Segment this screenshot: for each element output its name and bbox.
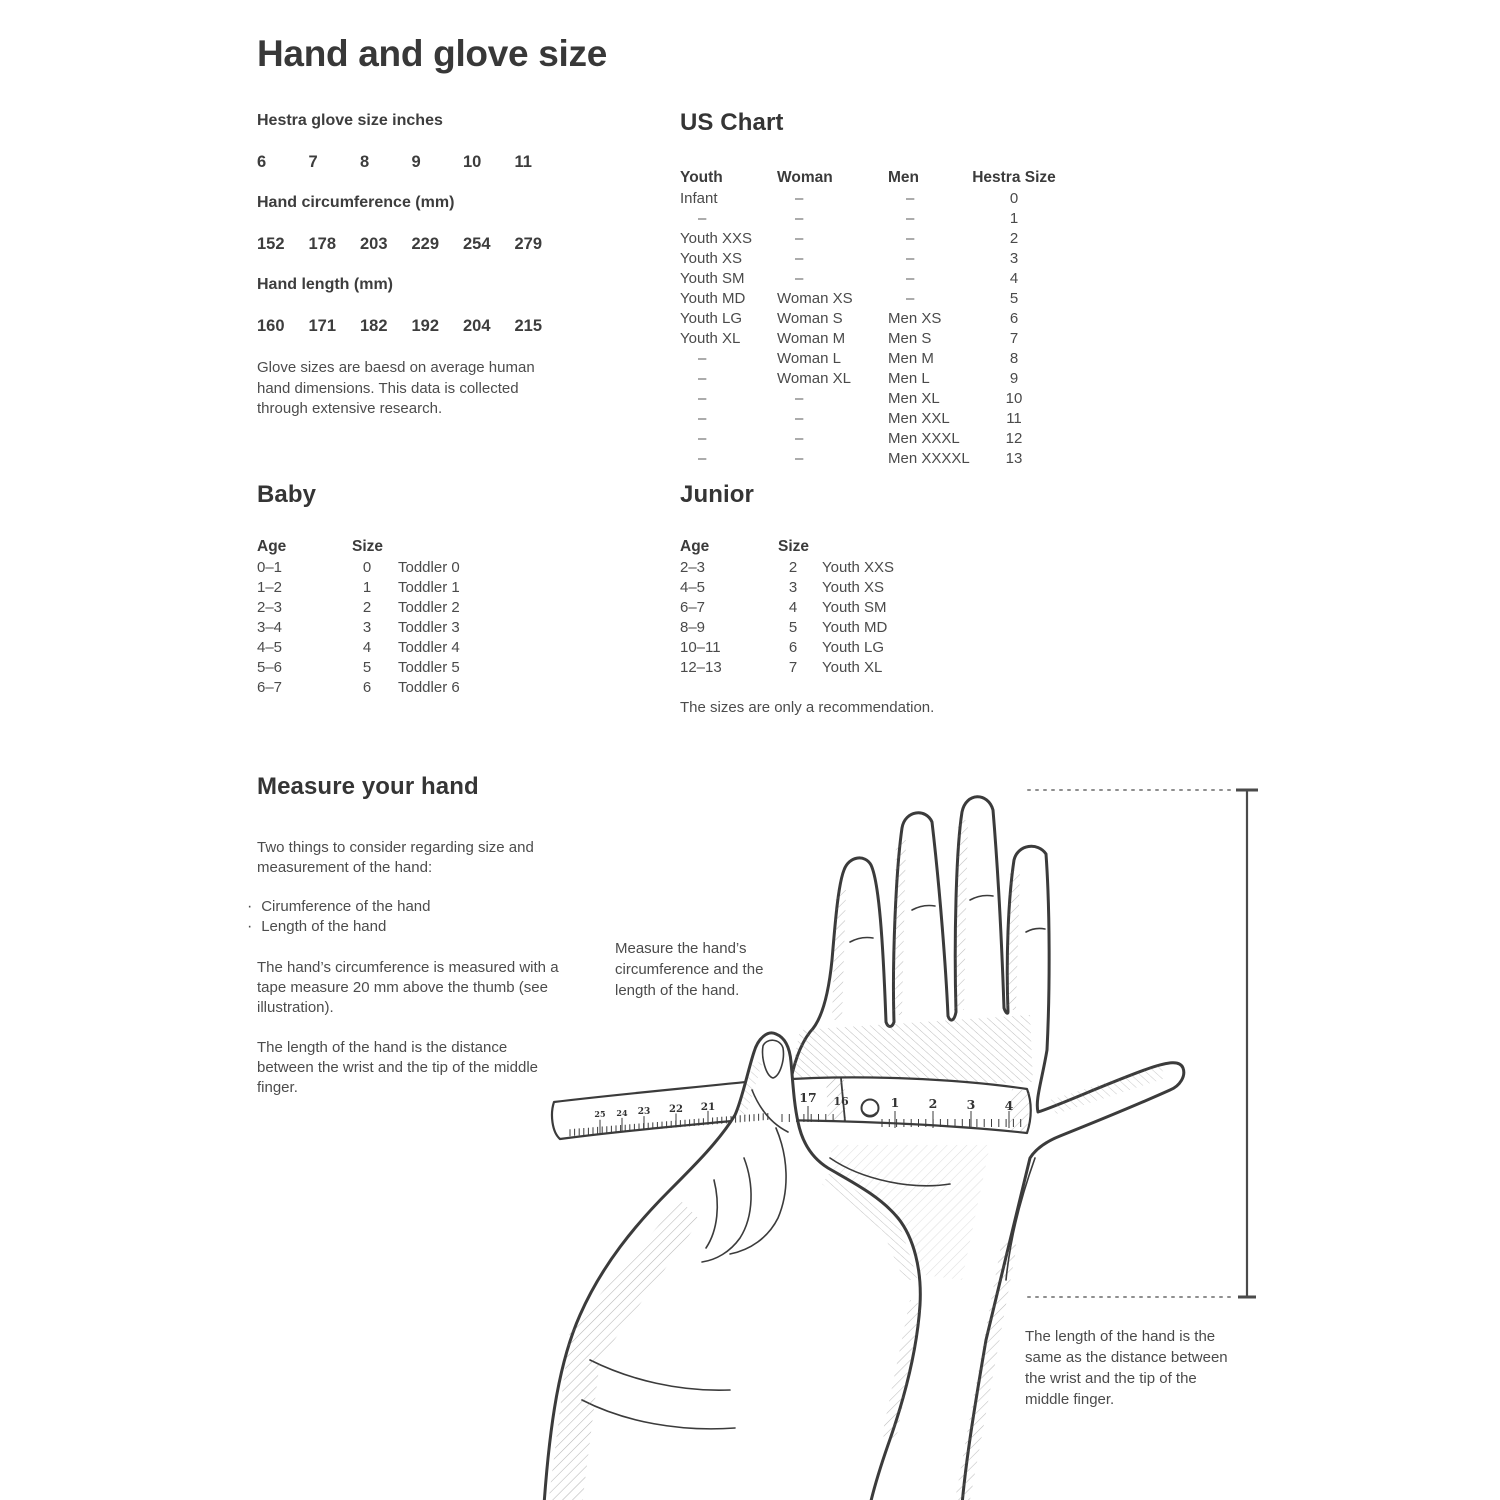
size-value: 178 xyxy=(308,235,337,253)
table-cell: 8–9 xyxy=(680,619,706,636)
table-cell: Youth LG xyxy=(680,310,742,327)
table-cell: 6–7 xyxy=(680,599,706,616)
column-header: Age xyxy=(257,538,287,555)
table-cell: Woman XL xyxy=(777,370,851,387)
table-row xyxy=(680,230,1060,250)
size-value: 192 xyxy=(411,317,440,335)
page-title: Hand and glove size xyxy=(257,33,607,74)
table-cell: – xyxy=(795,430,804,447)
size-value: 11 xyxy=(514,153,532,171)
table-cell: 7 xyxy=(1009,330,1019,347)
column-header: Men xyxy=(888,169,919,186)
tape-number: 17 xyxy=(799,1090,817,1105)
table-cell: – xyxy=(698,450,707,467)
table-cell: 6 xyxy=(788,639,798,656)
table-cell: Toddler 2 xyxy=(398,599,460,616)
table-cell: 5 xyxy=(788,619,798,636)
table-row xyxy=(257,918,562,938)
table-cell: 4–5 xyxy=(680,579,706,596)
table-cell: Toddler 1 xyxy=(398,579,460,596)
table-cell: – xyxy=(698,390,707,407)
table-cell: – xyxy=(795,390,804,407)
table-cell: – xyxy=(906,250,915,267)
table-cell: Men XXL xyxy=(888,410,950,427)
table-cell: 0–1 xyxy=(257,559,283,576)
measure-section xyxy=(257,772,562,1118)
table-cell: 2 xyxy=(788,559,798,576)
table-cell: 8 xyxy=(1009,350,1019,367)
table-cell: – xyxy=(906,230,915,247)
table-cell: Woman M xyxy=(777,330,846,347)
table-cell: – xyxy=(698,430,707,447)
table-cell: Men XXXXL xyxy=(888,450,970,467)
illustration-caption-left: Measure the hand’s circumference and the length of the hand. xyxy=(615,940,764,999)
table-row xyxy=(257,898,562,918)
table-cell: – xyxy=(906,270,915,287)
table-cell: 5 xyxy=(362,659,372,676)
column-header: Age xyxy=(680,538,710,555)
table-cell: 3–4 xyxy=(257,619,283,636)
us-chart-body xyxy=(680,190,1060,470)
table-cell: Woman XS xyxy=(777,290,853,307)
table-cell: Youth XL xyxy=(680,330,741,347)
illustration-caption-right: The length of the hand is the same as the distance between the wrist and the tip of the middle finger. xyxy=(1025,1328,1228,1408)
table-row xyxy=(680,290,1060,310)
us-chart-section xyxy=(680,108,1060,470)
table-cell: – xyxy=(906,190,915,207)
size-value: 182 xyxy=(360,317,388,335)
baby-title: Baby xyxy=(257,481,317,508)
measure-paragraph-length: The length of the hand is the distance between the wrist and the tip of the middle finger. xyxy=(257,1039,539,1096)
size-value: 254 xyxy=(463,235,491,253)
size-value: 215 xyxy=(514,317,543,335)
column-header: Hestra Size xyxy=(972,169,1056,186)
size-panel-note: Glove sizes are baesd on average human hand dimensions. This data is collected through extensive research. xyxy=(257,359,535,417)
table-cell: 5–6 xyxy=(257,659,283,676)
table-cell: 9 xyxy=(1009,370,1019,387)
table-cell: Youth LG xyxy=(822,639,884,656)
size-value: 229 xyxy=(411,235,440,253)
table-row xyxy=(257,679,460,699)
table-cell: Youth XS xyxy=(680,250,742,267)
measure-bullets xyxy=(257,898,562,938)
size-panel-label-length: Hand length (mm) xyxy=(257,276,393,293)
table-row xyxy=(680,599,934,619)
table-cell: 10 xyxy=(1005,390,1023,407)
table-cell: – xyxy=(795,410,804,427)
table-cell: 3 xyxy=(788,579,798,596)
table-row xyxy=(680,619,934,639)
tape-number: 22 xyxy=(669,1104,683,1115)
junior-title: Junior xyxy=(680,481,754,508)
table-cell: Men M xyxy=(888,350,934,367)
table-cell: 12 xyxy=(1005,430,1023,447)
size-values-inches xyxy=(257,153,569,172)
table-cell: Toddler 4 xyxy=(398,639,460,656)
column-header: Youth xyxy=(680,169,723,186)
table-row xyxy=(257,619,460,639)
table-row xyxy=(257,599,460,619)
table-row xyxy=(680,350,1060,370)
table-cell: 13 xyxy=(1005,450,1023,467)
table-cell: 0 xyxy=(362,559,372,576)
table-cell: – xyxy=(795,250,804,267)
table-row xyxy=(680,410,1060,430)
table-cell: Woman S xyxy=(777,310,843,327)
table-cell: 5 xyxy=(1009,290,1019,307)
table-cell: – xyxy=(698,410,707,427)
table-cell: 4 xyxy=(362,639,372,656)
table-row xyxy=(680,659,934,679)
table-cell: 4–5 xyxy=(257,639,283,656)
table-cell: Youth XXS xyxy=(680,230,753,247)
table-row xyxy=(257,659,460,679)
table-cell: Youth XL xyxy=(822,659,883,676)
table-cell: 6–7 xyxy=(257,679,283,696)
size-panel-label-circumference: Hand circumference (mm) xyxy=(257,194,455,211)
table-row xyxy=(680,210,1060,230)
table-cell: Length of the hand xyxy=(261,918,387,935)
table-cell: Men S xyxy=(888,330,932,347)
table-cell: 1–2 xyxy=(257,579,283,596)
table-cell: 2 xyxy=(362,599,372,616)
table-cell: 6 xyxy=(362,679,372,696)
size-value: 7 xyxy=(308,153,318,171)
table-cell: 2–3 xyxy=(680,559,706,576)
table-row xyxy=(680,270,1060,290)
measure-intro: Two things to consider regarding size and measurement of the hand: xyxy=(257,839,534,876)
tape-number: 1 xyxy=(890,1095,900,1110)
table-cell: – xyxy=(698,350,707,367)
us-chart-header xyxy=(680,169,1060,190)
junior-body xyxy=(680,559,934,679)
table-row xyxy=(680,310,1060,330)
baby-header xyxy=(257,538,460,559)
table-cell: Youth MD xyxy=(680,290,746,307)
table-cell: – xyxy=(795,230,804,247)
table-cell: 4 xyxy=(788,599,798,616)
tape-number: 21 xyxy=(700,1101,716,1113)
junior-section xyxy=(680,480,934,718)
table-row xyxy=(680,330,1060,350)
table-cell: Cirumference of the hand xyxy=(261,898,431,915)
size-value: 6 xyxy=(257,153,267,171)
table-row xyxy=(680,639,934,659)
table-cell: 0 xyxy=(1009,190,1019,207)
size-value: 160 xyxy=(257,317,285,335)
hand-measurement-illustration xyxy=(530,760,1270,1500)
table-cell: 2 xyxy=(1009,230,1019,247)
junior-header xyxy=(680,538,934,559)
table-cell: Men L xyxy=(888,370,930,387)
junior-note: The sizes are only a recommendation. xyxy=(680,699,935,716)
tape-number: 2 xyxy=(928,1096,938,1111)
size-panel xyxy=(257,112,569,420)
table-cell: – xyxy=(698,370,707,387)
table-cell: – xyxy=(795,190,804,207)
table-row xyxy=(257,639,460,659)
tape-number: 25 xyxy=(594,1109,606,1119)
table-cell: Toddler 0 xyxy=(398,559,460,576)
table-cell: Toddler 3 xyxy=(398,619,460,636)
table-cell: 1 xyxy=(362,579,372,596)
table-cell: – xyxy=(795,450,804,467)
size-value: 171 xyxy=(308,317,337,335)
table-row xyxy=(680,250,1060,270)
table-cell: Youth SM xyxy=(680,270,745,287)
table-cell: 10–11 xyxy=(680,639,721,656)
us-chart-title: US Chart xyxy=(680,109,784,136)
table-row xyxy=(680,370,1060,390)
table-cell: 11 xyxy=(1006,410,1022,427)
tape-number: 16 xyxy=(833,1095,849,1108)
size-values-circumference xyxy=(257,235,569,254)
tape-number: 23 xyxy=(637,1107,651,1117)
table-cell: 12–13 xyxy=(680,659,722,676)
table-cell: 2–3 xyxy=(257,599,283,616)
column-header: Size xyxy=(352,538,384,555)
table-cell: – xyxy=(698,210,707,227)
hand-length-indicator xyxy=(1028,790,1258,1297)
size-value: 8 xyxy=(360,153,370,171)
table-cell: 3 xyxy=(362,619,372,636)
baby-section xyxy=(257,480,460,699)
size-value: 9 xyxy=(411,153,421,171)
table-cell: Youth MD xyxy=(822,619,888,636)
column-header: Woman xyxy=(777,169,833,186)
size-value: 204 xyxy=(463,317,491,335)
table-cell: 6 xyxy=(1009,310,1019,327)
size-value: 10 xyxy=(463,153,482,171)
table-row xyxy=(257,579,460,599)
table-cell: – xyxy=(906,290,915,307)
table-row xyxy=(680,390,1060,410)
table-cell: – xyxy=(795,210,804,227)
tape-number: 3 xyxy=(966,1097,976,1112)
table-cell: Youth XXS xyxy=(822,559,895,576)
tape-number: 24 xyxy=(616,1108,628,1118)
size-value: 203 xyxy=(360,235,388,253)
size-values-length xyxy=(257,317,569,336)
table-cell: Woman L xyxy=(777,350,841,367)
table-row xyxy=(680,450,1060,470)
tape-number: 4 xyxy=(1004,1098,1014,1113)
size-value: 279 xyxy=(514,235,543,253)
table-row xyxy=(680,579,934,599)
baby-body xyxy=(257,559,460,699)
table-cell: – xyxy=(906,210,915,227)
table-cell: 4 xyxy=(1009,270,1019,287)
table-cell: Men XS xyxy=(888,310,942,327)
measure-paragraph-circumference: The hand’s circumference is measured with a tape measure 20 mm above the thumb (see illustration). xyxy=(257,959,559,1016)
size-value: 152 xyxy=(257,235,285,253)
table-cell: 1 xyxy=(1009,210,1019,227)
table-row xyxy=(680,559,934,579)
table-cell: – xyxy=(795,270,804,287)
table-cell: Infant xyxy=(680,190,718,207)
table-cell: 3 xyxy=(1009,250,1019,267)
table-cell: Youth XS xyxy=(822,579,884,596)
measure-title: Measure your hand xyxy=(257,773,479,800)
column-header: Size xyxy=(778,538,810,555)
table-cell: Toddler 5 xyxy=(398,659,460,676)
table-row xyxy=(680,190,1060,210)
table-cell: 7 xyxy=(788,659,798,676)
size-panel-label-inches: Hestra glove size inches xyxy=(257,112,443,129)
table-cell: Men XXXL xyxy=(888,430,960,447)
table-cell: Youth SM xyxy=(822,599,887,616)
table-row xyxy=(257,559,460,579)
table-row xyxy=(680,430,1060,450)
table-cell: Men XL xyxy=(888,390,940,407)
table-cell: Toddler 6 xyxy=(398,679,460,696)
